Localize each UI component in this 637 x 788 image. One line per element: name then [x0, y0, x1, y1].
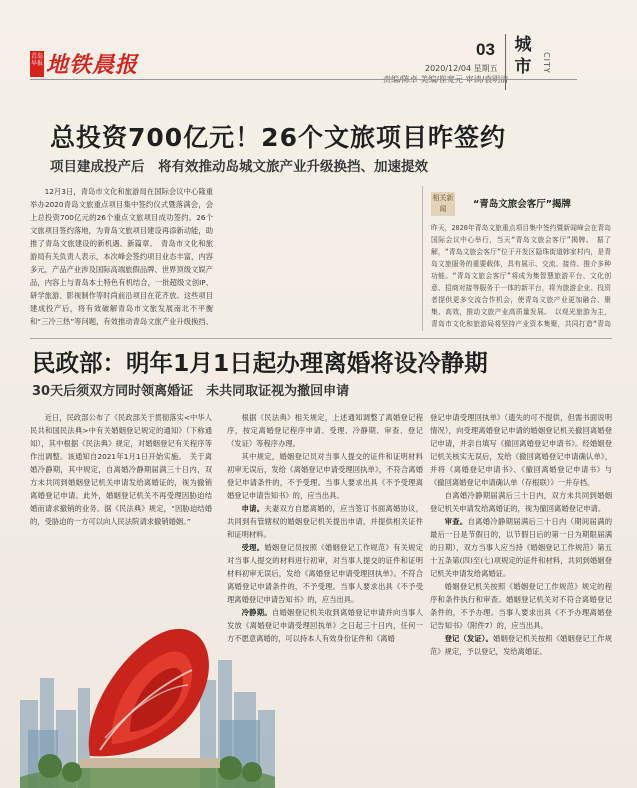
paragraph [227, 502, 423, 541]
headline-1: 总投资700亿元！26个文旅项目昨签约 [50, 123, 506, 152]
paragraph [227, 411, 423, 450]
logo-tag: 青岛早报 [30, 51, 44, 77]
city-sculpture-illustration [20, 560, 275, 788]
paragraph [430, 489, 612, 515]
paragraph [430, 632, 612, 658]
article1-body [30, 185, 213, 330]
para-text: 婚姻登记机关按照《婚姻登记工作规范》规定的程序和条件执行和审查。婚姻登记机关对不符合离婚登记条件的，不予办理。当事人要求出具《不予办理离婚登记告知书》（附件7）的，应当出具。 [430, 582, 612, 630]
section-cn: 城市 [514, 35, 532, 77]
paragraph [430, 515, 612, 580]
paragraph [430, 580, 612, 632]
para-text: 其中规定，婚姻登记员对当事人提交的证件和证明材料初审无误后，发给《离婚登记申请受理回执单》，不符合离婚登记申请条件的，不予受理。当事人要求出具《不予受理离婚登记申请告知书》的，应当出具。 [227, 452, 423, 500]
para-text: 婚姻登记员按照《婚姻登记工作规范》有关规定对当事人提交的材料进行初审，对当事人提交的证件和证明材料初审无误后，发给《离婚登记申请受理回执单》。不符合离婚登记申请条件的，不予受理。当事人要求出具《不予受理离婚登记申请告知书》的，应当出具。 [227, 543, 423, 604]
paragraph [227, 450, 423, 502]
header-rule [30, 79, 577, 80]
para-text: 婚姻登记机关按照《婚姻登记工作规范》规定，予以登记，发给离婚证。 [430, 634, 612, 656]
newspaper-logo [30, 48, 138, 79]
date-line: 2020/12/04 星期五 [425, 64, 498, 73]
para-label: 申请。 [241, 504, 265, 513]
headline-2: 民政部：明年1月1日起办理离婚将设冷静期 [32, 349, 488, 377]
paragraph [430, 411, 612, 489]
para-text: 登记申请受理回执单》（遗失的可不提供，但需书面说明情况），向受理离婚登记申请的婚姻登记机关撤回离婚登记申请，并亲自填写《撤回离婚登记申请书》。经婚姻登记机关核实无误后，发给《撤回离婚登记申请确认单》，并将《离婚登记申请书》、《撤回离婚登记申请书》与《撤回离婚登记申请确认单（存根联）》一并存档。 [430, 413, 612, 487]
subheadline-1: 项目建成投产后 将有效推动岛城文旅产业升级换挡、加速提效 [50, 159, 428, 175]
page-number: 03 [476, 40, 495, 59]
para-label: 登记（发证）。 [444, 634, 494, 643]
subheadline-2: 30天后须双方同时领离婚证 未共同取证视为撤回申请 [32, 384, 350, 399]
para-text: 夫妻双方自愿离婚的，应当签订书面离婚协议，共同到有管辖权的婚姻登记机关提出申请，并提供相关证件和证明材料。 [227, 504, 423, 539]
article-divider [30, 338, 612, 339]
para-text: 自离婚冷静期届满后三十日内，双方未共同到婚姻登记机关申请发给离婚证的，视为撤回离婚登记申请。 [430, 491, 612, 513]
para-label: 审查。 [444, 517, 468, 526]
logo-text: 地铁晨报 [46, 53, 139, 78]
article2-col1-text: 近日，民政部公布了《民政部关于贯彻落实<中华人民共和国民法典>中有关婚姻登记规定的通知》（下称通知），其中根据《民法典》规定，对婚姻登记有关程序等作出调整。该通知自2021年1月1日开始实施。 关于离婚冷静期，其中规定，自离婚冷静期届满三十日内，双方未共同到婚姻登记机关申请发给离婚证的，视为撤销离婚登记申请。此外，婚姻登记机关不再受理因胁迫结婚而请求撤销的业务。据《民法典》规定，“因胁迫结婚的，受胁迫的一方可以向人民法院请求撤销婚姻。” [30, 413, 212, 526]
para-label: 冷静期。 [241, 608, 272, 617]
section-label [505, 34, 556, 90]
para-text: 自婚姻登记机关收到离婚登记申请并向当事人发放《离婚登记申请受理回执单》之日起三十日内，任何一方不愿意离婚的，可以持本人有效身份证件和《离婚 [227, 608, 423, 643]
may-wind-sculpture [89, 629, 209, 756]
para-text: 自离婚冷静期届满后三十日内（期间届满的最后一日是节假日的，以节假日后的第一日为期限届满的日期），双方当事人应当持《婚姻登记工作规范》第五十五条第(四)至(七)项规定的证件和材料，共同到婚姻登记机关申请发给离婚证。 [430, 517, 612, 578]
related-title: “青岛文旅会客厅”揭牌 [473, 199, 571, 210]
article2-col3 [430, 411, 612, 771]
para-text: 根据《民法典》相关规定，上述通知调整了离婚登记程序，按定离婚登记程序申请、受理、冷静期、审查、登记（发证）等程序办理。 [227, 413, 423, 448]
section-en: CITY [542, 52, 551, 74]
related-body: 昨天，2020年青岛文旅重点项目集中签约暨新闻峰会在青岛国际会议中心举行，当天“青岛文旅会客厅”揭牌。 据了解，“青岛文旅会客厅”位于开发区隐珠街道韩家村内，是青岛文旅服务的重要载体，具有展示、交流、接待、推介多种功能。“青岛文旅会客厅”将成为集智慧旅游平台、文化创意、招商对接等服务于一体的新平台，将为旅游企业、投资者提供更多交流合作机会，使青岛文旅产业更加融合、聚集、高效，推动文旅产业高质量发展。 以观光旅游为主，青岛市文化和旅游局将坚持产业资本集聚，共同打造“青岛 [431, 224, 611, 328]
related-news-box [422, 186, 612, 331]
related-tag: 相关新闻 [431, 192, 455, 216]
para-label: 受理。 [241, 543, 265, 552]
article1-text: 12月3日，青岛市文化和旅游局在国际会议中心隆重举办2020青岛文旅重点项目集中签约仪式暨落满会，会上总投资700亿元的26个重点文旅项目成功签约。26个文旅项目签约落地，为青岛文旅项目建设再添新动能，助推了青岛文旅建设的新机遇、新篇章。 青岛市文化和旅游局有关负责人表示，本次峰会签约项目业态丰富，内容多元，产品产业涉及国际高端旅假品牌、世界顶级文娱产品，内容上与青岛本土特色有机结合，一批超级文创IP、研学旅游、影视制作等时尚前沿项目在花齐放。这些项目建成投产后，将有效破解青岛市文旅发展南北不平衡和“三冷三热”等问题，有效推动青岛文旅产业升级换挡、 [30, 187, 213, 326]
article2-col1 [30, 411, 212, 571]
